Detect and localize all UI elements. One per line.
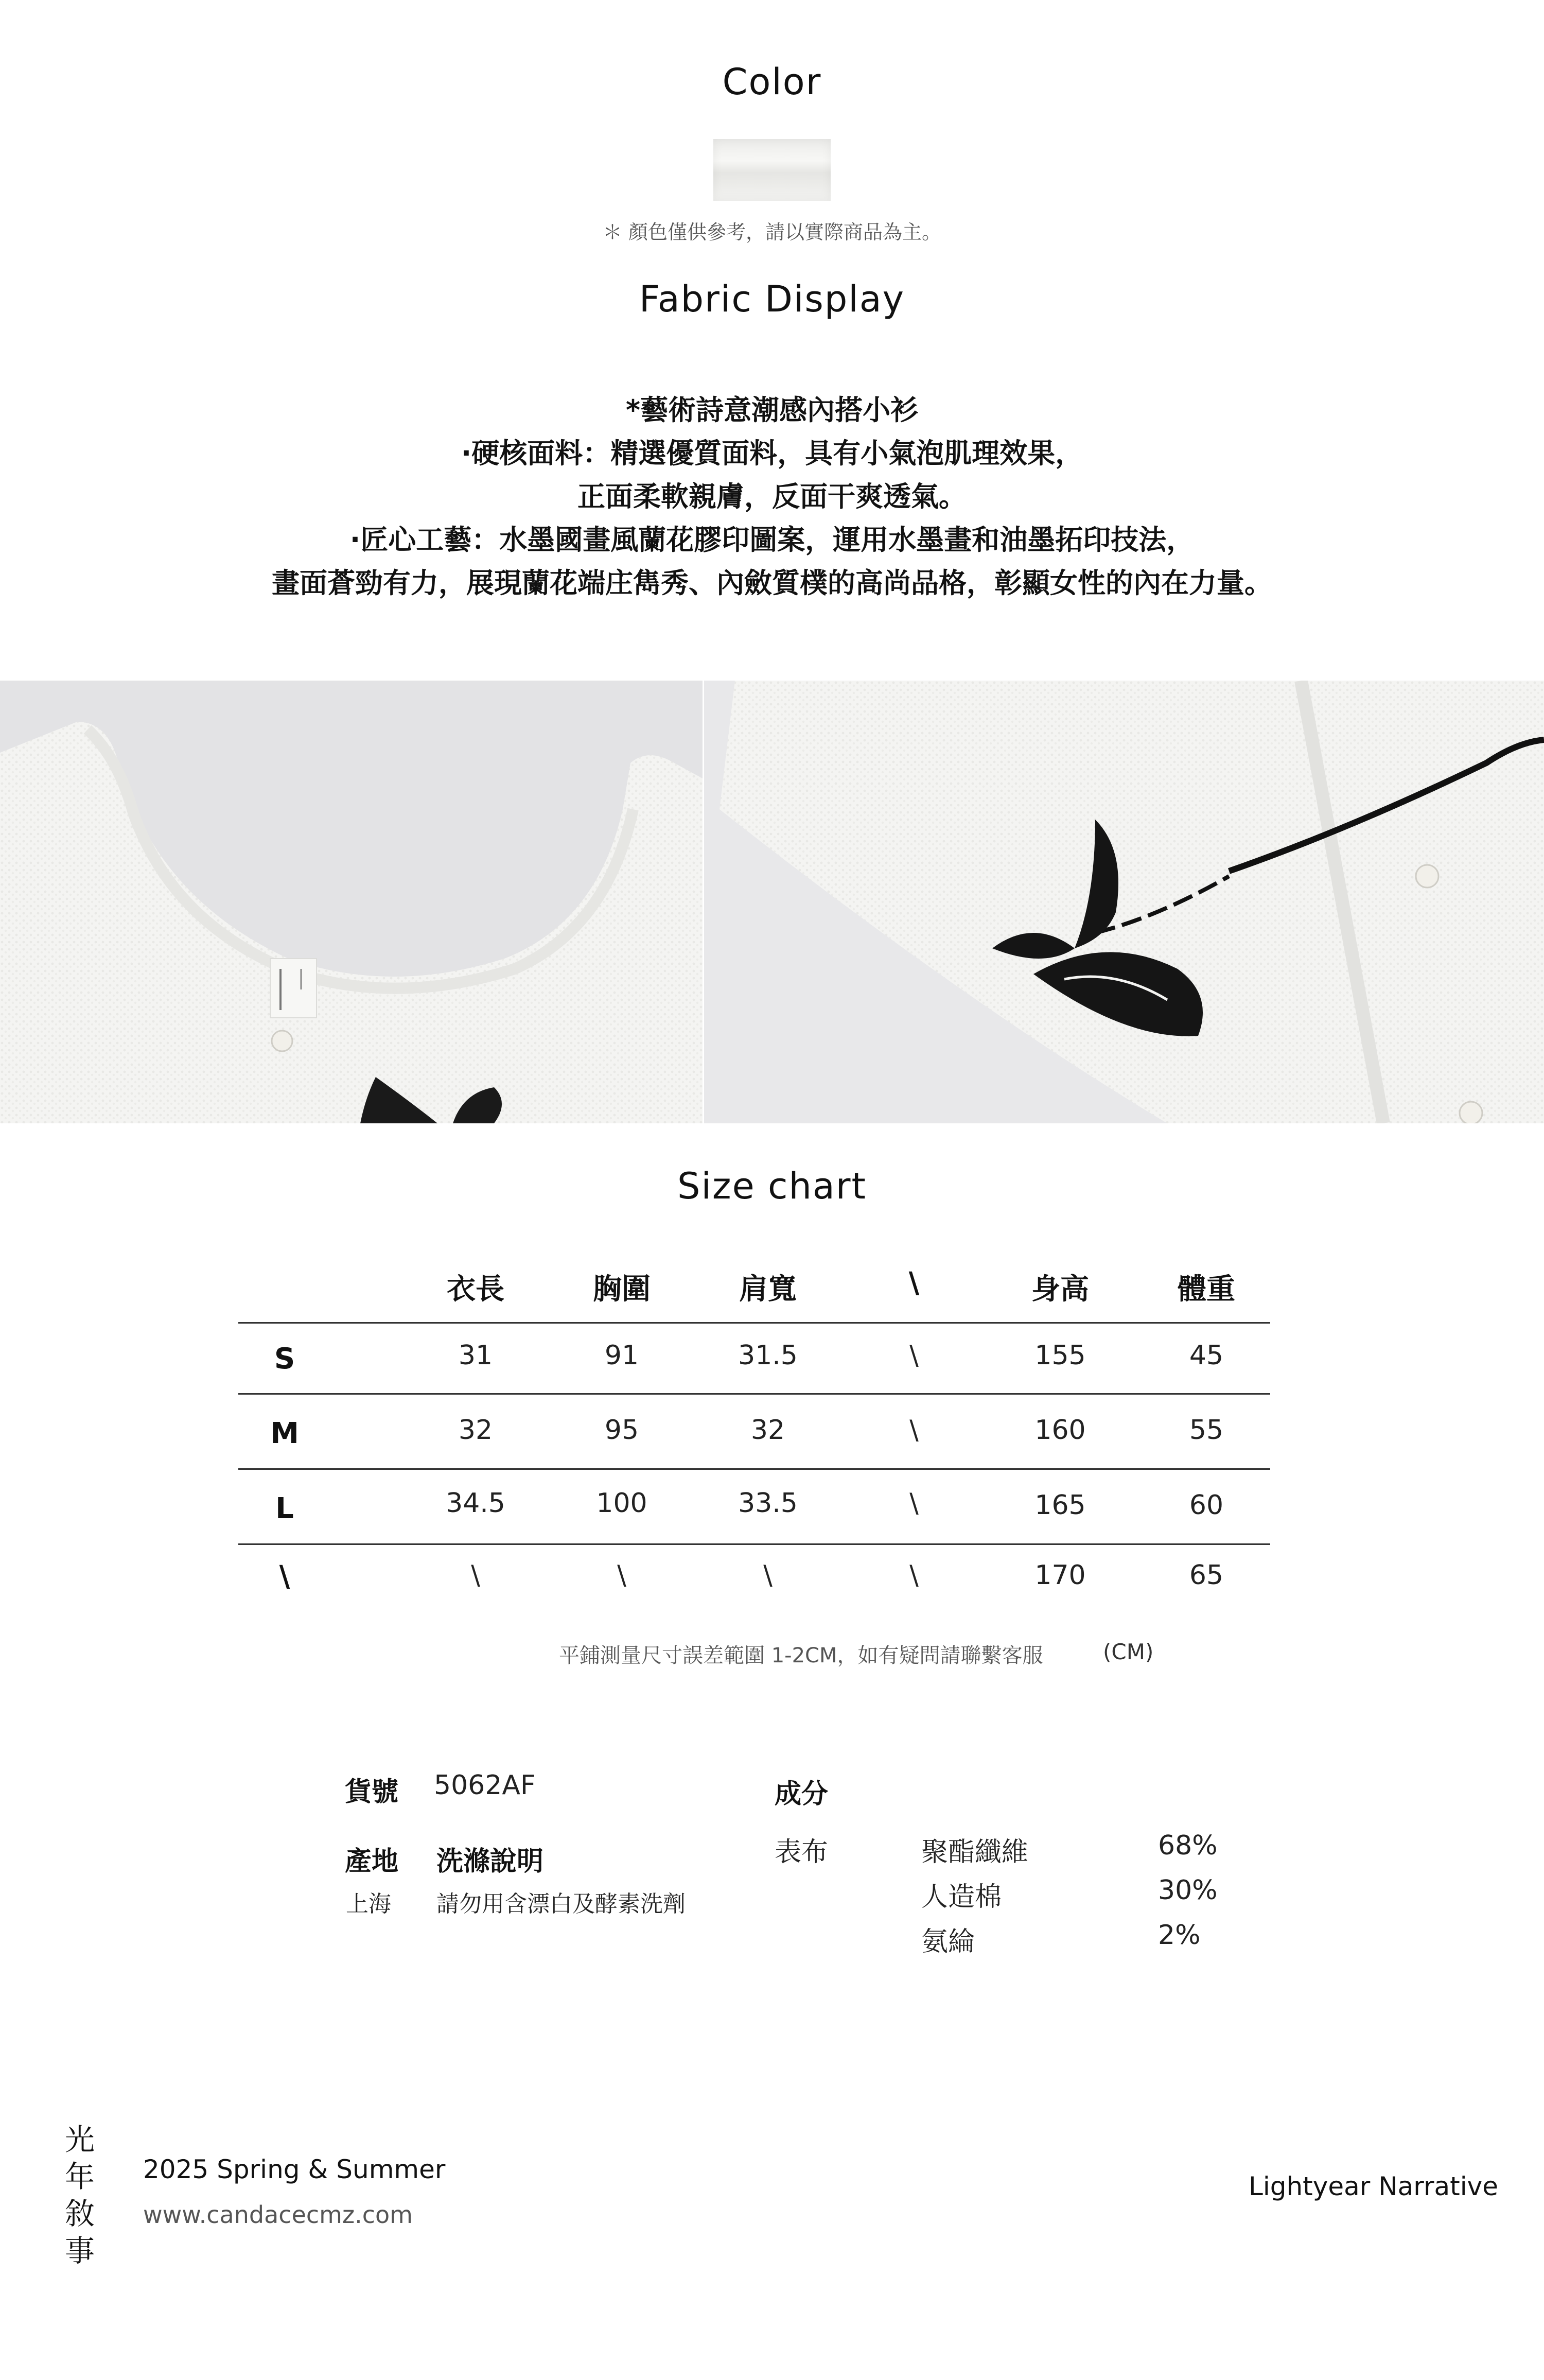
table-cell: 31.5	[738, 1340, 798, 1371]
vertical-char: 光	[64, 2122, 95, 2157]
table-cell: \	[909, 1340, 919, 1371]
season-text: 2025 Spring & Summer	[143, 2155, 446, 2184]
table-rule	[238, 1322, 1270, 1324]
table-cell: \	[909, 1488, 919, 1519]
material-name: 氨綸	[921, 1926, 975, 1957]
wash-value: 請勿用含漂白及酵素洗劑	[436, 1891, 686, 1917]
table-cell: 100	[596, 1488, 647, 1519]
vertical-char: 事	[64, 2233, 95, 2268]
origin-value: 上海	[346, 1891, 391, 1917]
brand-name: Lightyear Narrative	[1249, 2171, 1498, 2201]
row-size-label: L	[275, 1492, 294, 1525]
table-rule	[238, 1393, 1270, 1395]
table-cell: 32	[458, 1415, 493, 1446]
sku-value: 5062AF	[434, 1770, 536, 1801]
table-cell: 170	[1034, 1560, 1086, 1591]
material-name: 人造棉	[921, 1882, 1002, 1913]
table-cell: 34.5	[446, 1488, 505, 1519]
desc-line: ·硬核面料：精選優質面料，具有小氣泡肌理效果，	[461, 437, 1083, 470]
table-cell: 91	[604, 1340, 639, 1371]
size-unit: (CM)	[1103, 1639, 1154, 1664]
table-rule	[238, 1543, 1270, 1545]
table-cell: 160	[1034, 1415, 1086, 1446]
website-link[interactable]: www.candacecmz.com	[143, 2201, 413, 2229]
size-chart-title: Size chart	[677, 1165, 867, 1207]
row-size-label: M	[270, 1417, 299, 1450]
row-size-label: S	[274, 1342, 295, 1376]
fabric-photo-neckline	[0, 681, 703, 1123]
fabric-label: 表布	[775, 1837, 829, 1868]
table-cell: 165	[1034, 1490, 1086, 1521]
wash-label: 洗滌說明	[436, 1846, 544, 1877]
desc-line: 畫面蒼勁有力，展現蘭花端庄雋秀、內斂質樸的高尚品格，彰顯女性的內在力量。	[272, 567, 1272, 599]
table-cell: 32	[750, 1415, 785, 1446]
vertical-char: 年	[64, 2159, 95, 2194]
fabric-photo-print	[704, 681, 1544, 1123]
table-cell: 60	[1189, 1490, 1224, 1521]
table-cell: 31	[458, 1340, 493, 1371]
col-header: 體重	[1178, 1273, 1235, 1306]
composition-label: 成分	[775, 1779, 829, 1810]
table-cell: 65	[1189, 1560, 1224, 1591]
col-header: 衣長	[447, 1273, 504, 1306]
desc-line: 正面柔軟親膚，反面干爽透氣。	[577, 480, 967, 513]
table-cell: \	[909, 1560, 919, 1591]
fabric-title: Fabric Display	[639, 278, 905, 320]
sku-label: 貨號	[345, 1777, 399, 1808]
col-header: 胸圍	[593, 1273, 651, 1306]
table-cell: 95	[604, 1415, 639, 1446]
col-header: \	[908, 1266, 920, 1300]
material-name: 聚酯纖維	[921, 1837, 1029, 1868]
material-percent: 30%	[1158, 1875, 1218, 1906]
row-size-label: \	[279, 1560, 290, 1593]
color-note: ＊ 顏色僅供參考，請以實際商品為主。	[602, 221, 942, 244]
fabric-description	[0, 389, 1544, 605]
material-percent: 2%	[1158, 1920, 1201, 1951]
table-cell: \	[763, 1560, 773, 1591]
vertical-char: 敘	[64, 2196, 95, 2231]
table-cell: \	[909, 1415, 919, 1446]
desc-line: *藝術詩意潮感內搭小衫	[625, 394, 919, 426]
table-cell: \	[471, 1560, 480, 1591]
table-rule	[238, 1468, 1270, 1470]
table-cell: 33.5	[738, 1488, 798, 1519]
color-swatch[interactable]	[713, 139, 831, 201]
desc-line: ·匠心工藝：水墨國畫風蘭花膠印圖案，運用水墨畫和油墨拓印技法，	[349, 524, 1195, 556]
table-cell: 55	[1189, 1415, 1224, 1446]
col-header: 身高	[1031, 1273, 1089, 1306]
table-cell: 155	[1034, 1340, 1086, 1371]
color-title: Color	[722, 61, 822, 103]
material-percent: 68%	[1158, 1830, 1218, 1861]
col-header: 肩寬	[739, 1273, 797, 1306]
size-note: 平鋪測量尺寸誤差範圍 1-2CM，如有疑問請聯繫客服	[559, 1644, 1043, 1667]
table-cell: 45	[1189, 1340, 1224, 1371]
table-cell: \	[617, 1560, 626, 1591]
origin-label: 產地	[345, 1846, 399, 1877]
brand-vertical-mark	[62, 2121, 98, 2269]
